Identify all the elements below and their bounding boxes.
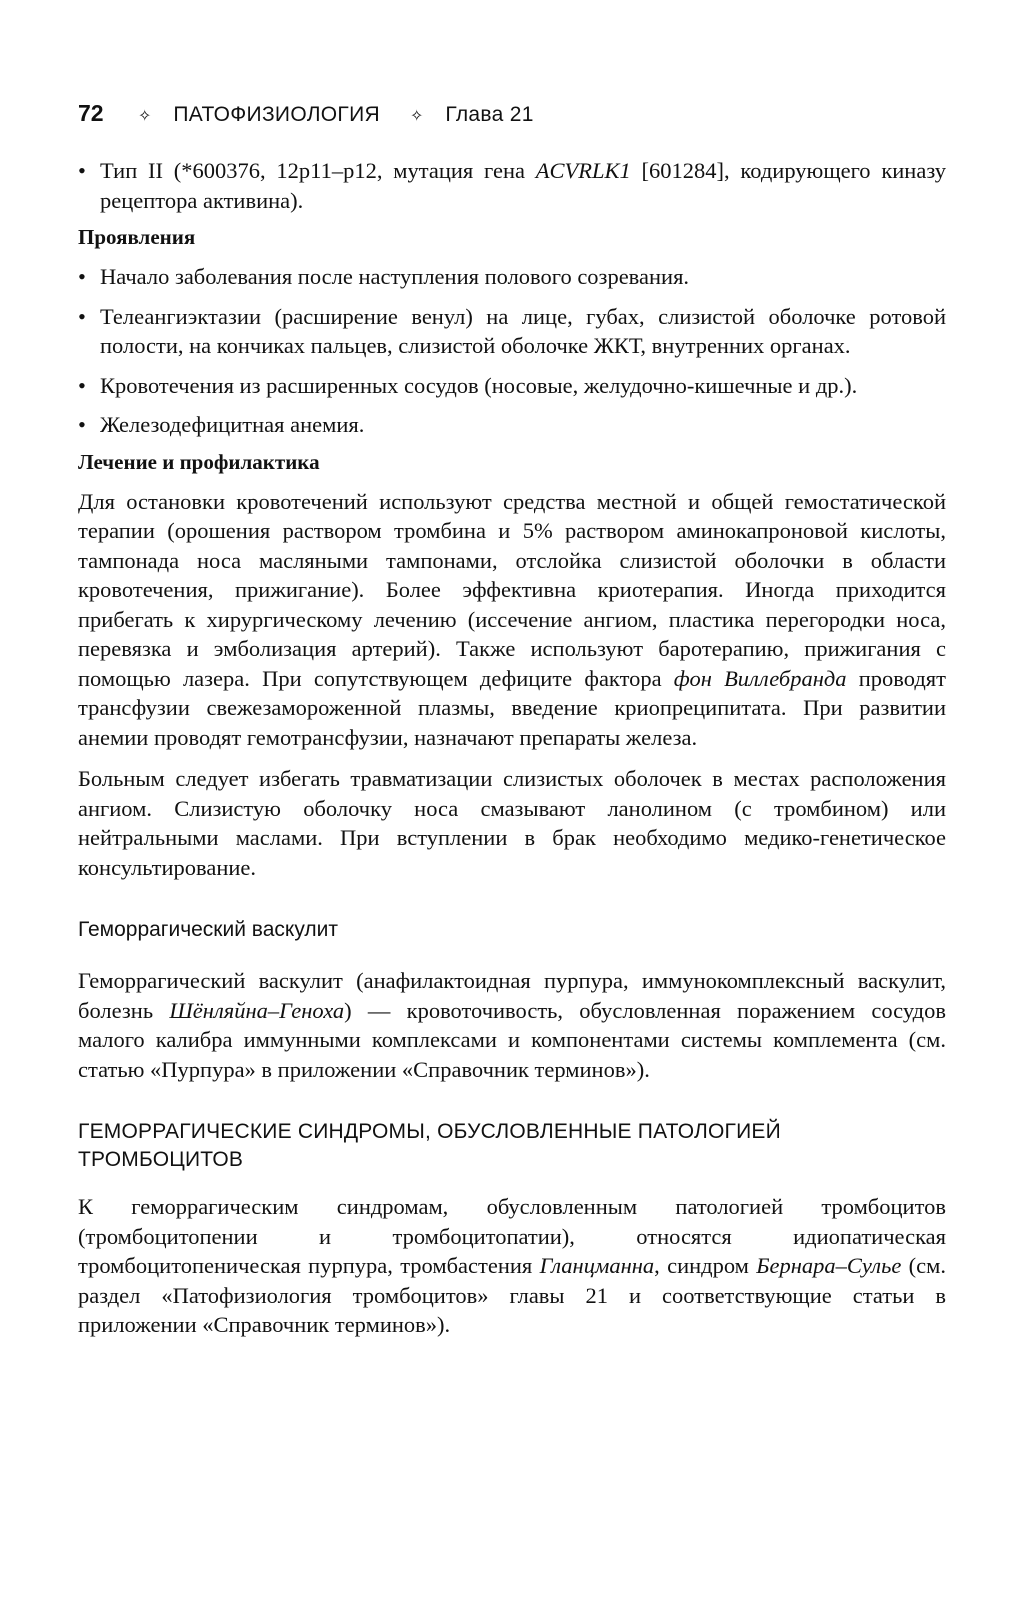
paragraph: К геморрагическим синдромам, обусловленным патологией тромбоцитов (тромбоцитопении и тромбоцитопатии), относятся идиопатическая тромбоцитопеническая пурпура, тромбастения Гланцманна, синдром Бернара–Сулье (см. раздел «Патофизиология тромбоцитов» главы 21 и соответствующие статьи в приложении «Справочник терминов»).	[78, 1194, 947, 1337]
running-header	[78, 100, 946, 140]
list-item: • Кровотечения из расширенных сосудов (носовые, желудочно-кишечные и др.).	[78, 371, 946, 401]
subheading-manifestations: Проявления	[78, 225, 196, 249]
list-item: • Железодефицитная анемия.	[78, 410, 946, 440]
subheading-treatment: Лечение и профилактика	[78, 449, 320, 474]
page-number: 72	[78, 100, 104, 126]
chapter-label: Глава 21	[445, 103, 534, 126]
list-item: • Начало заболевания после наступления полового созревания.	[78, 262, 946, 292]
diamond-separator-icon: ✧	[138, 108, 152, 125]
book-title: ПАТОФИЗИОЛОГИЯ	[173, 103, 380, 126]
paragraph: Геморрагический васкулит (анафилактоидная пурпура, иммунокомплексный васкулит, болезнь Шёнляйна–Геноха) — кровоточивость, обусловленная поражением сосудов малого калибра иммунными комплексами и компонентами системы комплемента (см. статью «Пурпура» в приложении «Справочник терминов»).	[78, 968, 946, 1082]
paragraph: Больным следует избегать травматизации слизистых оболочек в местах расположения ангиом. Слизистую оболочку носа смазывают ланолином (с тромбином) или нейтральными маслами. При вступлении в брак необходимо медико-генетическое консультирование.	[78, 766, 946, 880]
document-page	[78, 100, 946, 1352]
paragraph: Для остановки кровотечений используют средства местной и общей гемостатической терапии (орошения раствором тромбина и 5% раствором аминокапроновой кислоты, тампонада носа масляными тампонами, отслойка слизистой оболочки в области кровотечения, прижигание). Более эффективна криотерапия. Иногда приходится прибегать к хирургическому лечению (иссечение ангиом, пластика перегородки носа, перевязка и эмболизация артерий). Также используют баротерапию, прижигания с помощью лазера. При сопутствующем дефиците фактора фон Виллебранда проводят трансфузии свежезамороженной плазмы, введение криопреципитата. При развитии анемии проводят гемотрансфузии, назначают препараты железа.	[78, 488, 946, 750]
manifestations-list	[78, 262, 946, 440]
gene-name: ACVRLK1	[535, 158, 631, 183]
section-heading-vasculitis: Геморрагический васкулит	[78, 918, 338, 941]
diamond-separator-icon: ✧	[409, 108, 424, 125]
list-item: • Тип II (*600376, 12p11–p12, мутация гена ACVRLK1 [601284], кодирующего киназу рецептора активина).	[78, 156, 946, 215]
list-item: • Телеангиэктазии (расширение венул) на лице, губах, слизистой оболочке ротовой полости, на кончиках пальцев, слизистой оболочке ЖКТ, внутренних органах.	[78, 302, 946, 361]
section-heading-platelets: ГЕМОРРАГИЧЕСКИЕ СИНДРОМЫ, ОБУСЛОВЛЕННЫЕ ПАТОЛОГИЕЙ ТРОМБОЦИТОВ	[78, 1120, 781, 1171]
type-list	[78, 156, 946, 215]
